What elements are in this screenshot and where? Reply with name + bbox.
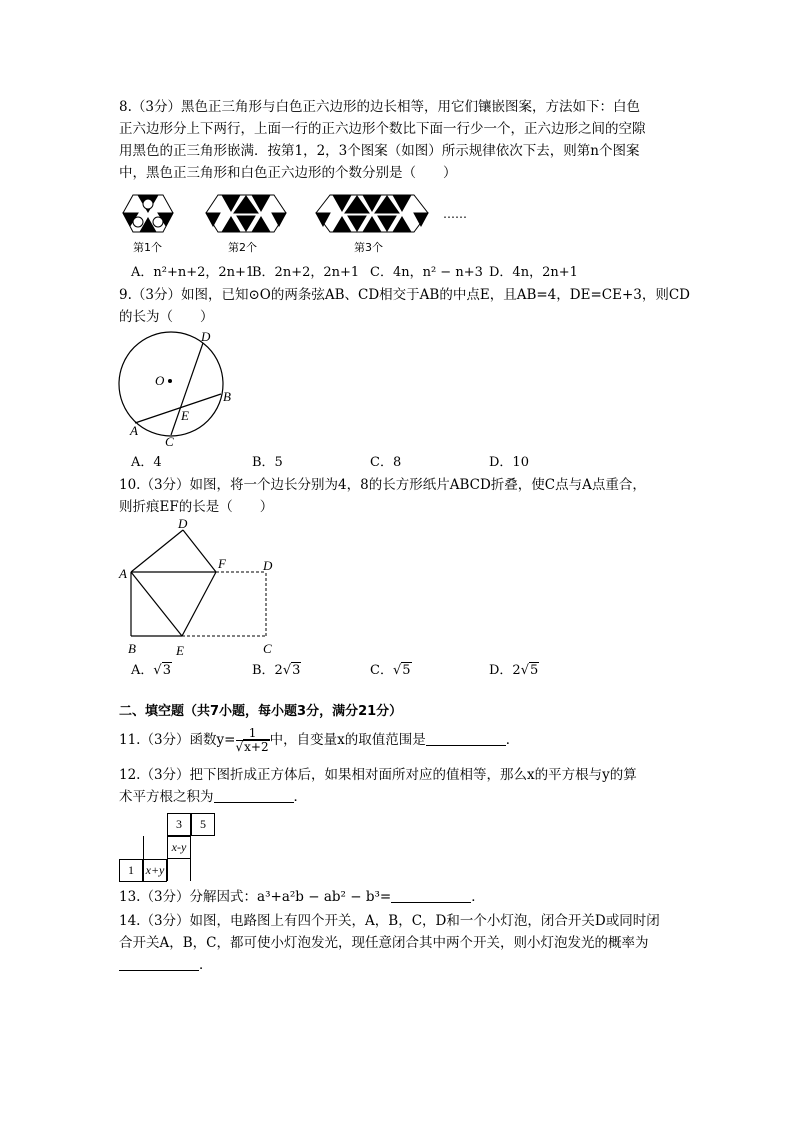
- q8-caption-1: 第1个: [133, 241, 162, 254]
- q9-line1: 9.（3分）如图，已知⊙O的两条弦AB、CD相交于AB的中点E，且AB=4，DE=CE+3，则CD: [119, 287, 690, 303]
- q10-option-b: B．2√3: [252, 663, 301, 678]
- pattern-3: [316, 195, 428, 232]
- q13-line: 13.（3分）分解因式：a³+a²b − ab² − b³= ．: [119, 889, 485, 905]
- q8-line4: 中，黑色正三角形和白色正六边形的个数分别是（ ）: [119, 165, 457, 181]
- q8-option-c: C．4n，n² − n+3: [370, 265, 483, 280]
- q12-cell-1: 1: [119, 859, 143, 882]
- q12-cell-5: 5: [191, 813, 215, 836]
- q9-option-c: C．8: [370, 455, 402, 470]
- q8-ellipsis: ……: [443, 207, 467, 221]
- q10-line2: 则折痕EF的长是（ ）: [119, 499, 274, 515]
- q11-answer-blank[interactable]: [426, 731, 506, 746]
- q10-rectangle-figure: [115, 515, 275, 645]
- q9-option-b: B．5: [252, 455, 283, 470]
- q14-line1: 14.（3分）如图，电路图上有四个开关，A，B，C，D和一个小灯泡，闭合开关D或同时闭: [119, 913, 660, 929]
- q8-line1: 8.（3分）黑色正三角形与白色正六边形的边长相等，用它们镶嵌图案，方法如下：白色: [119, 99, 640, 115]
- q12-cell-x-minus-y: x-y: [167, 836, 191, 859]
- q8-option-a: A．n²+n+2，2n+1: [131, 265, 255, 280]
- q13-answer-blank[interactable]: [391, 888, 471, 903]
- q10-label-b: B: [128, 641, 136, 656]
- q8-tiling-figure: [118, 186, 488, 256]
- q14-answer-blank[interactable]: [119, 956, 199, 971]
- q14-line3: ．: [119, 954, 213, 976]
- q9-label-e: E: [181, 408, 189, 423]
- pattern-2: [206, 195, 286, 232]
- q9-label-o: O: [155, 373, 165, 388]
- q10-label-f: F: [218, 556, 226, 571]
- q8-line3: 用黑色的正三角形嵌满．按第1，2，3个图案（如图）所示规律依次下去，则第n个图案: [119, 143, 640, 159]
- q9-label-a: A: [130, 423, 138, 438]
- q10-label-e: E: [176, 643, 184, 658]
- q9-label-d: D: [201, 329, 211, 344]
- q10-line1: 10.（3分）如图，将一个边长分别为4，8的长方形纸片ABCD折叠，使C点与A点重合，: [119, 477, 646, 493]
- q12-cell-3: 3: [167, 813, 191, 836]
- q12-line2: 术平方根之积为 ．: [119, 789, 307, 805]
- q9-option-a: A．4: [131, 455, 162, 470]
- q11-line: 11.（3分）函数y= $\frac{1}{√x+2}$ 中，自变量x的取值范围是 ．: [119, 726, 520, 754]
- q8-option-d: D．4n，2n+1: [489, 265, 578, 280]
- q11-fraction: $\frac{1}{√x+2}$: [235, 726, 269, 754]
- q9-line2: 的长为（ ）: [119, 309, 214, 325]
- q10-label-d-folded: D: [178, 516, 188, 531]
- q10-label-c: C: [263, 641, 272, 656]
- pattern-1: [123, 195, 173, 232]
- q9-option-d: D．10: [489, 455, 529, 470]
- q14-line2: 合开关A，B，C，都可使小灯泡发光，现任意闭合其中两个开关，则小灯泡发光的概率为: [119, 935, 649, 951]
- q10-label-a: A: [119, 566, 127, 581]
- q8-line2: 正六边形分上下两行，上面一行的正六边形个数比下面一行少一个，正六边形之间的空隙: [119, 121, 646, 137]
- q12-answer-blank[interactable]: [214, 788, 294, 803]
- q9-label-c: C: [165, 434, 174, 449]
- q12-line1: 12.（3分）把下图折成正方体后，如果相对面所对应的值相等，那么x的平方根与y的算: [119, 767, 637, 783]
- q10-option-a: A．√3: [131, 663, 171, 678]
- q10-option-d: D．2√5: [489, 663, 539, 678]
- q12-net-edge: [143, 836, 168, 859]
- q8-caption-3: 第3个: [354, 241, 383, 254]
- q12-cell-empty: [167, 859, 191, 881]
- q8-caption-2: 第2个: [228, 241, 257, 254]
- q9-label-b: B: [223, 389, 231, 404]
- q10-label-d: D: [263, 558, 273, 573]
- q12-cell-x-plus-y: x+y: [143, 859, 167, 882]
- q10-option-c: C．√5: [370, 663, 411, 678]
- q8-option-b: B．2n+2，2n+1: [252, 265, 360, 280]
- section2-heading: 二、填空题（共7小题，每小题3分，满分21分）: [119, 704, 403, 719]
